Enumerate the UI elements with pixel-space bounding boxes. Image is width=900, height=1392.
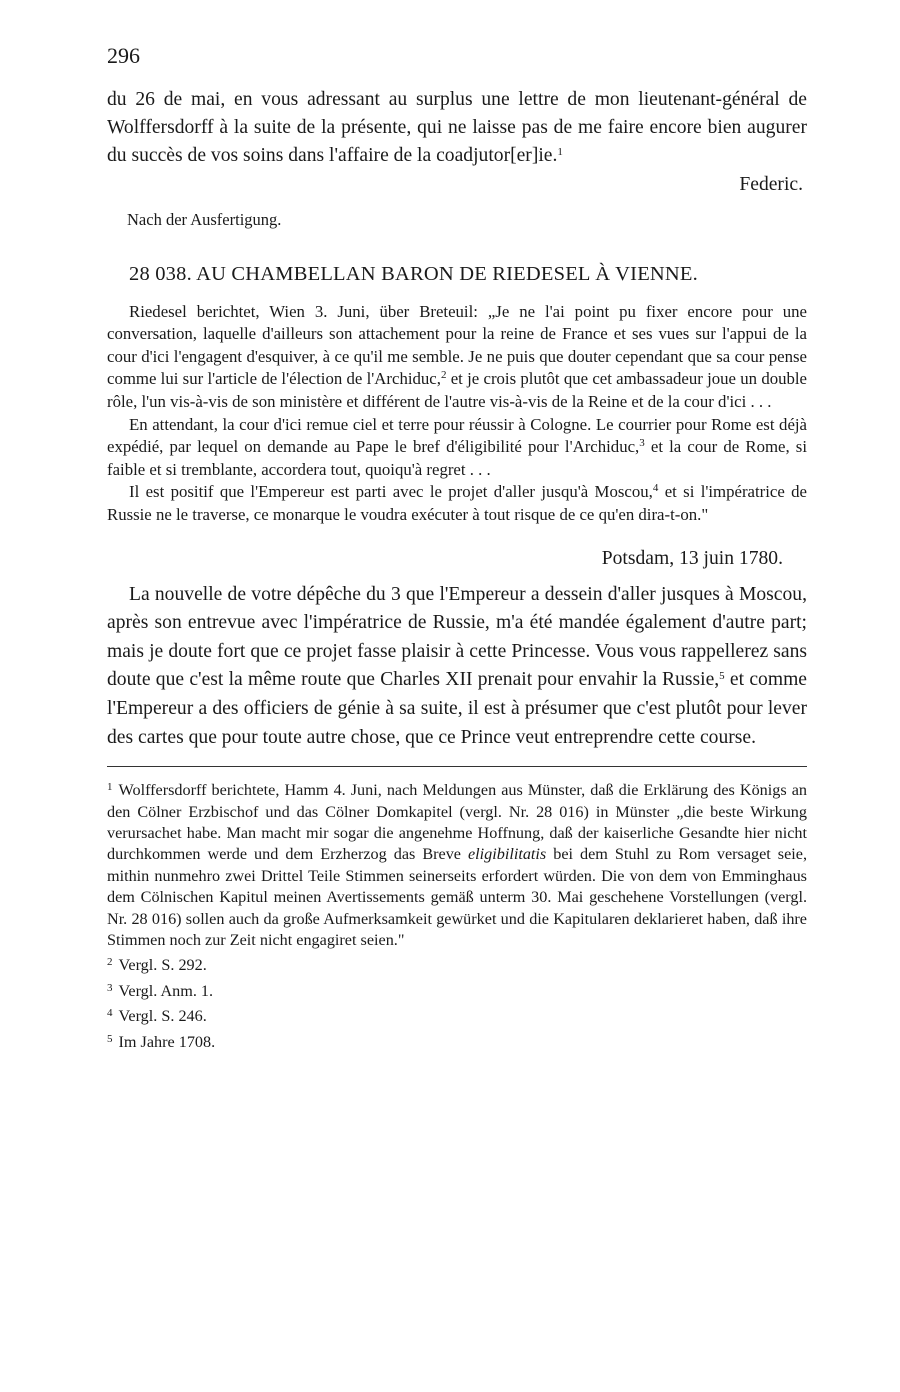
report-paragraph xyxy=(107,301,807,414)
report-text: En attendant, la cour d'ici remue ciel et terre pour réussir à Cologne. Le courrier pour Rome est déjà expédié, par lequel on demande au Pape le bref d'éligibilité pour l'Archiduc, xyxy=(107,414,807,457)
footnote-3 xyxy=(107,978,807,1002)
letter-heading: 28 038. AU CHAMBELLAN BARON DE RIEDESEL À VIENNE. xyxy=(129,262,698,285)
opening-paragraph-text: du 26 de mai, en vous adressant au surplus une lettre de mon lieutenant-général de Wolffersdorff à la suite de la présente, qui ne laisse pas de me faire encore bien augurer du succès de vos soins dans l'affaire de la coadjutor[er]ie. xyxy=(107,89,807,167)
page-number: 296 xyxy=(107,43,140,68)
footnote-text: Vergl. S. 292. xyxy=(118,956,207,975)
footnote-ref-5: 5 xyxy=(719,670,725,683)
footnote-ref-2: 2 xyxy=(440,369,447,382)
opening-paragraph xyxy=(107,86,807,171)
signature: Federic. xyxy=(739,173,803,195)
report-paragraph xyxy=(107,414,807,482)
footnote-divider xyxy=(107,766,807,767)
footnote-1 xyxy=(107,777,807,951)
report-excerpt xyxy=(107,301,807,527)
report-text: Il est positif que l'Empereur est parti avec le projet d'aller jusqu'à Moscou, xyxy=(129,482,653,502)
main-text: et comme l'Empereur a des officiers de génie à sa suite, il est à présumer que c'est plutôt pour lever des cartes que pour toute autre chose, que ce Prince veut entreprendre cette course. xyxy=(107,669,808,748)
footnote-ref-1: 1 xyxy=(557,146,563,159)
footnote-text: Vergl. Anm. 1. xyxy=(118,981,214,1000)
footnote-text: Wolffersdorff berichtete, Hamm 4. Juni, nach Meldungen aus Münster, daß die Erklärung des Königs an den Cölner Erzbischof und das Cölner Domkapitel (vergl. Nr. 28 016) in Münster „die beste Wirkung verursachet habe. Man macht mir sogar die angenehme Hoffnung, daß der kaiserliche Gesandte hier nicht durchkommen werde und dem Erzherzog das Breve xyxy=(107,781,807,864)
main-text: La nouvelle de votre dépêche du 3 que l'Empereur a dessein d'aller jusques à Moscou, après son entrevue avec l'impératrice de Russie, m'a été mandée également d'autre part; mais je doute fort que ce projet fasse plaisir à cette Princesse. Vous vous rappellerez sans doute que c'est la même route que Charles XII prenait pour envahir la Russie, xyxy=(107,583,807,691)
footnote-mark: 5 xyxy=(107,1032,113,1045)
main-letter-text xyxy=(107,581,807,753)
source-note: Nach der Ausfertigung. xyxy=(127,209,282,229)
footnote-mark: 4 xyxy=(107,1007,113,1020)
document-page xyxy=(107,40,807,1053)
footnote-text: Vergl. S. 246. xyxy=(118,1007,207,1026)
footnote-text: Im Jahre 1708. xyxy=(118,1032,216,1051)
footnote-mark: 2 xyxy=(107,956,113,969)
footnote-5 xyxy=(107,1029,807,1053)
footnote-ref-3: 3 xyxy=(639,437,645,450)
footnote-4 xyxy=(107,1003,807,1027)
report-text: Riedesel berichtet, Wien 3. Juni, über Breteuil: „Je ne l'ai point pu fixer encore pour une conversation, laquelle d'ailleurs son attachement pour la reine de France et ses vues sur l'appui de la cour d'ici l'engagent d'esquiver, à ce qu'il me semble. Je ne puis que douter cependant que sa cour pense comme lui sur l'article de l'élection de l'Archiduc, xyxy=(107,301,807,389)
footnotes xyxy=(107,777,807,1053)
report-text: et la cour de Rome, si faible et si tremblante, accordera tout, quoiqu'à regret . . . xyxy=(107,437,807,479)
footnote-text: bei dem Stuhl zu Rom versaget seie, mithin nunmehro zwei Drittel Teile Stimmen seinerseits erfordert würden. Die von dem von Emminghaus dem Cölnischen Kapitul meinen Avertissements gemäß unterm 30. Mai geschehene Vorstellungen (vergl. Nr. 28 016) sollen auch da große Aufmerksamkeit gewürket und die Kapitularen deklarieret haben, daß ihre Stimmen noch zur Zeit nicht engagiret seien." xyxy=(107,845,808,949)
footnote-mark: 3 xyxy=(107,981,113,994)
place-date: Potsdam, 13 juin 1780. xyxy=(601,547,783,569)
report-paragraph xyxy=(107,481,807,526)
footnote-2 xyxy=(107,952,807,976)
footnote-ref-4: 4 xyxy=(652,482,659,495)
footnote-italic-term: eligibilitatis xyxy=(467,845,547,864)
footnote-mark: 1 xyxy=(107,781,113,794)
report-text: et je crois plutôt que cet ambassadeur joue un double rôle, l'un vis-à-vis de son ministère et différent de l'autre vis-à-vis de la Reine et de la cour d'ici . . . xyxy=(107,369,807,411)
report-text: et si l'impératrice de Russie ne le traverse, ce monarque le voudra exécuter à tout risque de ce qu'en dira-t-on." xyxy=(107,482,807,524)
